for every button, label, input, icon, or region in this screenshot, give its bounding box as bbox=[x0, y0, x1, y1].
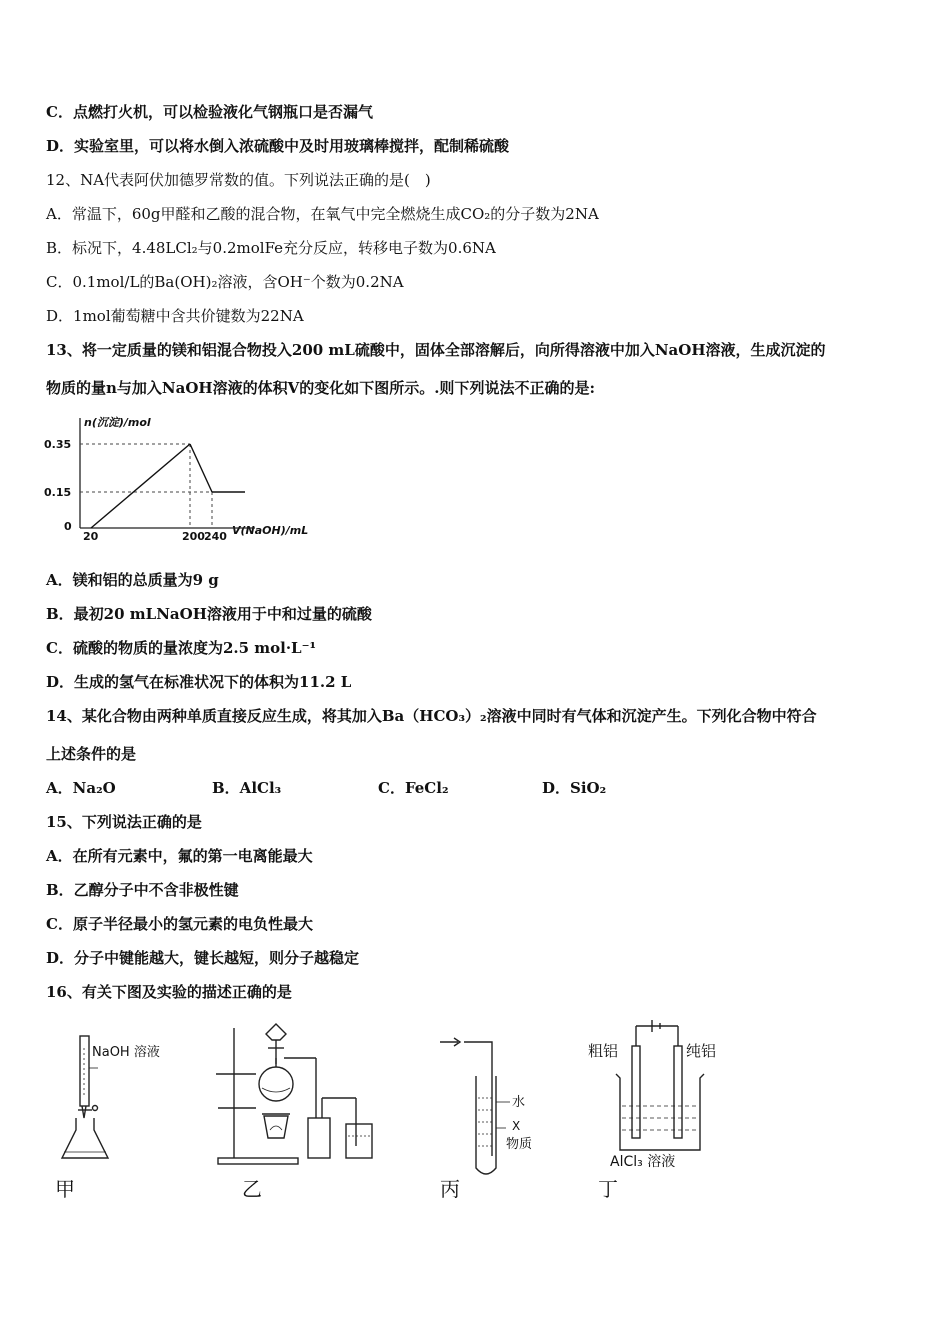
x-tick-label: 20 bbox=[83, 530, 99, 543]
q15-option-c: C．原子半径最小的氢元素的电负性最大 bbox=[46, 915, 313, 933]
figure-jia-label: NaOH 溶液 bbox=[92, 1045, 160, 1060]
chart-origin-label: 0 bbox=[64, 520, 72, 533]
chart-x-axis-label: V(NaOH)/mL bbox=[232, 524, 309, 537]
q13-option-b: B．最初20 mLNaOH溶液用于中和过量的硫酸 bbox=[46, 605, 372, 623]
q13-option-c: C．硫酸的物质的量浓度为2.5 mol·L⁻¹ bbox=[46, 639, 317, 657]
data-segment bbox=[190, 444, 212, 492]
q12-stem: 12、NA代表阿伏加德罗常数的值。下列说法正确的是( ) bbox=[46, 171, 431, 189]
q11-option-d: D．实验室里，可以将水倒入浓硫酸中及时用玻璃棒搅拌，配制稀硫酸 bbox=[46, 137, 510, 155]
q14-stem-line-2: 上述条件的是 bbox=[46, 745, 137, 763]
data-segment bbox=[91, 444, 190, 528]
q15-stem: 15、下列说法正确的是 bbox=[46, 813, 202, 831]
q12-option-c: C．0.1mol/L的Ba(OH)₂溶液，含OH⁻个数为0.2NA bbox=[46, 273, 404, 291]
x-tick-label: 200 bbox=[182, 530, 205, 543]
caption-jia: 甲 bbox=[55, 1177, 75, 1201]
q13-option-a: A．镁和铝的总质量为9 g bbox=[46, 571, 219, 589]
q16-apparatus-figures bbox=[40, 1018, 740, 1208]
figure-bing-water-label: 水 bbox=[512, 1095, 526, 1110]
figure-jia-titration bbox=[62, 1036, 160, 1158]
q13-option-d: D．生成的氢气在标准状况下的体积为11.2 L bbox=[46, 673, 352, 691]
q15-option-b: B．乙醇分子中不含非极性键 bbox=[46, 881, 239, 899]
q12-option-a: A．常温下，60g甲醛和乙酸的混合物，在氧气中完全燃烧生成CO₂的分子数为2NA bbox=[46, 205, 599, 223]
figure-ding-solution-label: AlCl₃ 溶液 bbox=[610, 1154, 676, 1170]
figure-yi-setup bbox=[216, 1024, 372, 1164]
chart-y-axis-label: n(沉淀)/mol bbox=[84, 416, 151, 429]
figure-bing-substance-label: 物质 bbox=[506, 1137, 533, 1152]
q13-precipitate-chart bbox=[40, 410, 330, 550]
q15-option-d: D．分子中键能越大，键长越短，则分子越稳定 bbox=[46, 949, 360, 967]
q14-option-c: C．FeCl₂ bbox=[378, 779, 449, 797]
q12-option-b: B．标况下，4.48LCl₂与0.2molFe充分反应，转移电子数为0.6NA bbox=[46, 239, 496, 257]
q14-stem-line-1: 14、某化合物由两种单质直接反应生成，将其加入Ba（HCO₃）₂溶液中同时有气体和沉淀产生。下列化合物中符合 bbox=[46, 707, 817, 725]
caption-ding: 丁 bbox=[598, 1177, 618, 1201]
y-tick-label: 0.15 bbox=[44, 486, 72, 499]
y-tick-label: 0.35 bbox=[44, 438, 72, 451]
figure-ding-electrolysis bbox=[588, 1020, 716, 1170]
x-tick-label: 240 bbox=[204, 530, 227, 543]
q13-stem-line-2: 物质的量n与加入NaOH溶液的体积V的变化如下图所示。.则下列说法不正确的是: bbox=[46, 379, 595, 397]
q12-option-d: D．1mol葡萄糖中含共价键数为22NA bbox=[46, 307, 304, 325]
q13-stem-line-1: 13、将一定质量的镁和铝混合物投入200 mL硫酸中，固体全部溶解后，向所得溶液中加入NaOH溶液，生成沉淀的 bbox=[46, 341, 826, 359]
q11-option-c: C．点燃打火机，可以检验液化气钢瓶口是否漏气 bbox=[46, 103, 373, 121]
q14-option-a: A．Na₂O bbox=[46, 779, 116, 797]
q16-stem: 16、有关下图及实验的描述正确的是 bbox=[46, 983, 292, 1001]
figure-ding-crude-label: 粗铝 bbox=[588, 1042, 619, 1060]
figure-bing-test-tube bbox=[440, 1038, 532, 1174]
q15-option-a: A．在所有元素中，氟的第一电离能最大 bbox=[46, 847, 313, 865]
q14-option-b: B．AlCl₃ bbox=[212, 779, 282, 797]
q14-option-d: D．SiO₂ bbox=[542, 779, 607, 797]
figure-ding-pure-label: 纯铝 bbox=[686, 1042, 717, 1060]
caption-yi: 乙 bbox=[242, 1177, 262, 1201]
caption-bing: 丙 bbox=[440, 1177, 460, 1201]
figure-bing-x-label: X bbox=[512, 1119, 521, 1133]
